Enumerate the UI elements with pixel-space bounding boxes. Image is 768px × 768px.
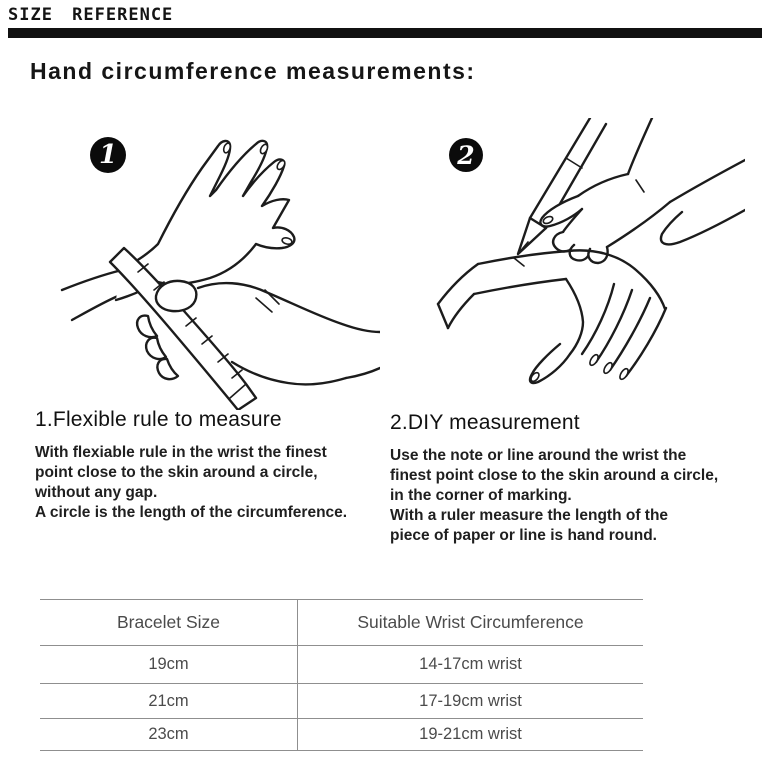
paper-wrist-band (438, 251, 568, 328)
size-table (40, 599, 643, 751)
step-1-line: without any gap. (35, 484, 158, 501)
step-1-line: With flexiable rule in the wrist the finest (35, 444, 327, 461)
step-1-line: A circle is the length of the circumference. (35, 504, 348, 521)
pen-holding-hand (540, 118, 745, 263)
wrist-circumference-cell: 19-21cm wrist (298, 719, 644, 751)
table-row (40, 719, 643, 751)
step-2-line: in the corner of marking. (390, 487, 572, 504)
size-table-header-row (40, 600, 643, 646)
step-2-badge: 2 (449, 138, 483, 172)
wrist-circumference-cell: 17-19cm wrist (298, 684, 644, 719)
page-title: SIZE REFERENCE (8, 5, 174, 25)
step-1-title: 1.Flexible rule to measure (35, 408, 282, 431)
step-2-line: finest point close to the skin around a circle, (390, 467, 719, 484)
step-2-instructions (390, 411, 762, 546)
wrist-circumference-cell: 14-17cm wrist (298, 646, 644, 684)
step-1-badge: 1 (90, 137, 126, 173)
step-2-title: 2.DIY measurement (390, 411, 580, 434)
bracelet-size-column-header: Bracelet Size (40, 600, 298, 646)
wrist-circumference-column-header: Suitable Wrist Circumference (298, 600, 644, 646)
step-1-instructions (35, 408, 380, 523)
step-2-line: With a ruler measure the length of the (390, 507, 669, 524)
bracelet-size-cell: 23cm (40, 719, 298, 751)
step-2-line: piece of paper or line is hand round. (390, 527, 657, 544)
title-underline-bar (8, 28, 762, 38)
forearm-lines (62, 270, 122, 320)
step-1-line: point close to the skin around a circle, (35, 464, 318, 481)
table-row (40, 646, 643, 684)
bracelet-size-cell: 19cm (40, 646, 298, 684)
table-row (40, 684, 643, 719)
step-2-line: Use the note or line around the wrist the (390, 447, 687, 464)
bracelet-size-cell: 21cm (40, 684, 298, 719)
section-heading: Hand circumference measurements: (30, 58, 476, 84)
lower-hand (529, 250, 666, 383)
